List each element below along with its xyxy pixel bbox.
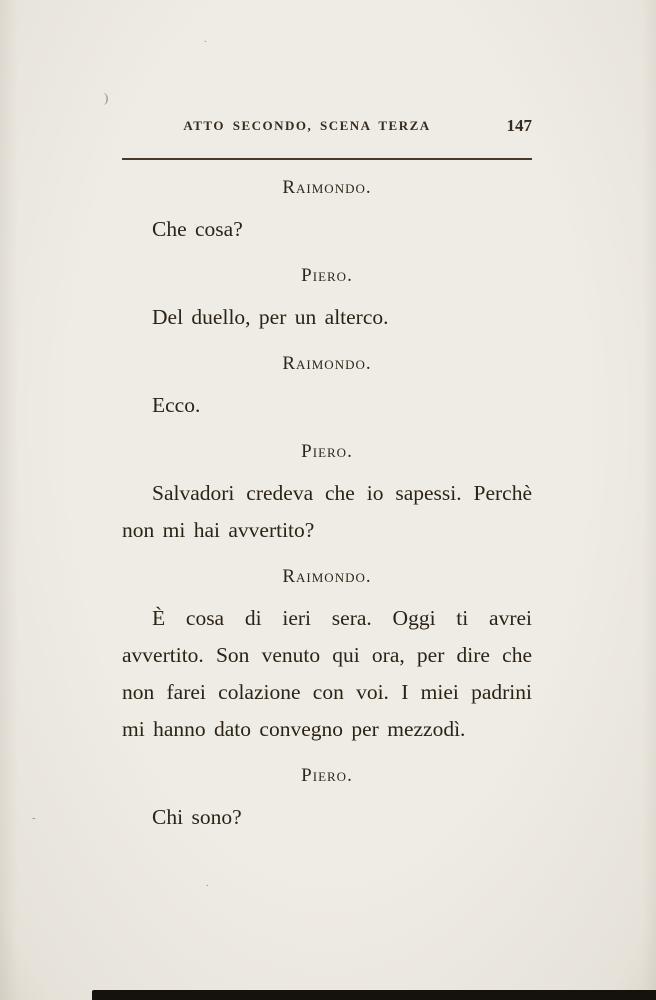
speaker-name: Raimondo. — [282, 353, 372, 374]
dialogue-line: Del duello, per un alterco. — [152, 305, 389, 329]
dialogue-line: Che cosa? — [152, 217, 243, 241]
speaker-name: Piero. — [301, 765, 353, 786]
header-rule — [122, 158, 532, 160]
speaker-name: Piero. — [301, 441, 353, 462]
dialogue-line: Ecco. — [152, 393, 201, 417]
dialogue-line: Chi sono? — [152, 805, 242, 829]
page-header — [122, 118, 532, 140]
scan-artifact: . — [206, 878, 209, 889]
speaker-name: Raimondo. — [282, 566, 372, 587]
scan-edge-bottom — [92, 990, 656, 1000]
scan-artifact: ) — [104, 90, 109, 105]
page-number: 147 — [506, 116, 532, 135]
scan-artifact: . — [204, 34, 207, 45]
running-title: ATTO SECONDO, SCENA TERZA — [183, 118, 431, 133]
speaker-name: Raimondo. — [282, 177, 372, 198]
scan-artifact: - — [32, 812, 36, 824]
dialogue-block — [122, 177, 532, 836]
dialogue-line: È cosa di ieri sera. Oggi ti avrei avvertito. Son venuto qui ora, per dire che non farei colazione con voi. I miei padrini mi hanno dato convegno per mezzodì. — [122, 606, 532, 741]
dialogue-line: Salvadori credeva che io sapessi. Perchè non mi hai avvertito? — [122, 481, 532, 542]
speaker-name: Piero. — [301, 265, 353, 286]
text-column — [122, 118, 532, 836]
